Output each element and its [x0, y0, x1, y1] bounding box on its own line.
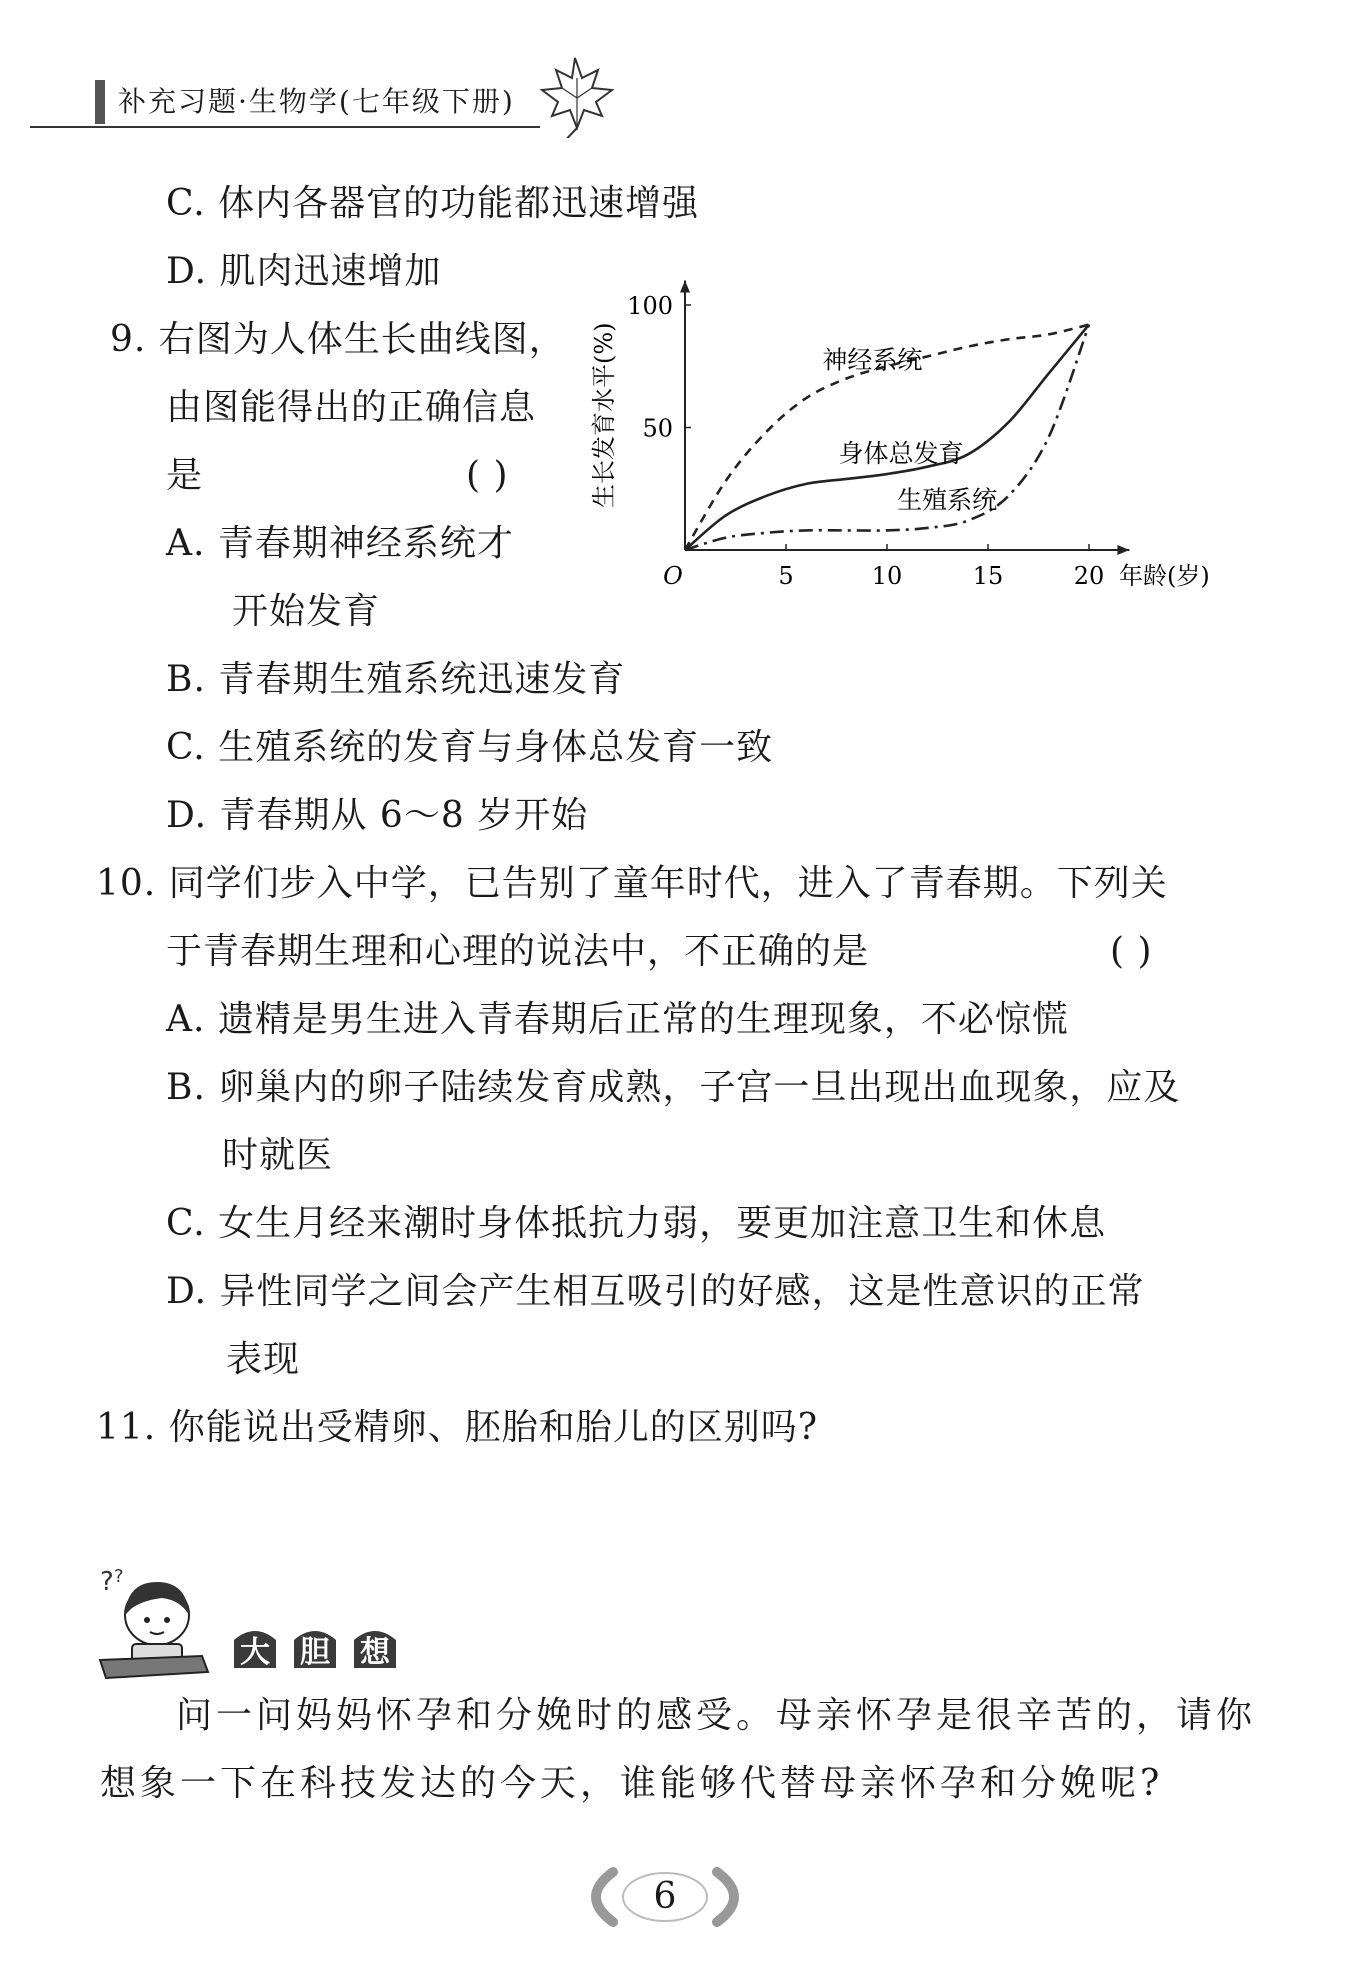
x-tick-label: 10: [871, 562, 903, 590]
series-label-1: 神经系统: [822, 345, 923, 375]
page-number-badge: [575, 1862, 755, 1932]
header-bar: [95, 80, 105, 124]
series-label-3: 生殖系统: [897, 485, 998, 515]
q9-stem-line3: 是: [166, 455, 204, 496]
header-title: 补充习题·生物学(七年级下册): [118, 85, 515, 118]
growth-curve-chart: [590, 250, 1240, 600]
y-tick-label: 50: [642, 414, 673, 443]
q10-option-c: C. 女生月经来潮时身体抵抗力弱，要更加注意卫生和休息: [166, 1203, 1107, 1244]
svg-text:?: ?: [100, 1567, 114, 1597]
thinking-girl-icon: [92, 1560, 212, 1690]
badge-char-2: [288, 1620, 342, 1674]
think-paragraph-line2: 想象一下在科技发达的今天，谁能够代替母亲怀孕和分娩呢?: [100, 1763, 1164, 1804]
y-axis-label: 生长发育水平(%): [590, 322, 618, 509]
y-tick-label: 100: [627, 292, 673, 320]
y-axis-arrow: [680, 281, 690, 293]
q10-option-d-cont: 表现: [226, 1339, 301, 1380]
q10-option-a: A. 遗精是男生进入青春期后正常的生理现象，不必惊慌: [166, 999, 1069, 1040]
x-axis-label: 年龄(岁): [1119, 562, 1210, 590]
svg-text:?: ?: [114, 1566, 124, 1587]
series-label-2: 身体总发育: [838, 438, 964, 468]
q9-stem-line1: 9. 右图为人体生长曲线图，: [110, 319, 566, 360]
q9-option-c: C. 生殖系统的发育与身体总发育一致: [166, 727, 774, 768]
q9-stem-line2: 由图能得出的正确信息: [166, 387, 537, 428]
q10-option-b-cont: 时就医: [222, 1135, 334, 1176]
q9-option-b: B. 青春期生殖系统迅速发育: [166, 659, 626, 700]
page-number: 6: [653, 1876, 677, 1917]
q9-option-d: D. 青春期从 6～8 岁开始: [166, 795, 589, 836]
q10-option-b: B. 卵巢内的卵子陆续发育成熟，子宫一旦出现出血现象，应及: [166, 1067, 1181, 1108]
q8-option-d: D. 肌肉迅速增加: [166, 251, 442, 292]
q9-answer-blank[interactable]: ( ): [466, 455, 509, 496]
x-tick-label: 5: [778, 562, 794, 590]
maple-leaf-icon: [530, 48, 620, 138]
badge-char-1: [228, 1620, 282, 1674]
q10-answer-blank[interactable]: ( ): [1110, 931, 1153, 972]
q10-option-d: D. 异性同学之间会产生相互吸引的好感，这是性意识的正常: [166, 1271, 1145, 1312]
origin-label: O: [663, 562, 683, 590]
badge-char-3: [348, 1620, 402, 1674]
q8-option-c: C. 体内各器官的功能都迅速增强: [166, 183, 700, 224]
header-rule: [30, 126, 540, 128]
q10-stem-line1: 10. 同学们步入中学，已告别了童年时代，进入了青春期。下列关: [96, 863, 1168, 904]
q9-option-a-cont: 开始发育: [232, 591, 381, 632]
q10-stem-line2: 于青春期生理和心理的说法中，不正确的是: [166, 931, 870, 972]
think-paragraph-line1: 问一问妈妈怀孕和分娩时的感受。母亲怀孕是很辛苦的，请你: [176, 1695, 1257, 1736]
q11-stem: 11. 你能说出受精卵、胚胎和胎儿的区别吗?: [96, 1407, 818, 1448]
x-tick-label: 20: [1073, 562, 1105, 590]
q9-option-a: A. 青春期神经系统才: [166, 523, 514, 564]
svg-text:胆: 胆: [300, 1635, 330, 1670]
svg-text:大: 大: [240, 1635, 270, 1670]
svg-text:想: 想: [360, 1635, 390, 1670]
x-tick-label: 15: [972, 562, 1004, 590]
x-axis-arrow: [1117, 545, 1129, 555]
